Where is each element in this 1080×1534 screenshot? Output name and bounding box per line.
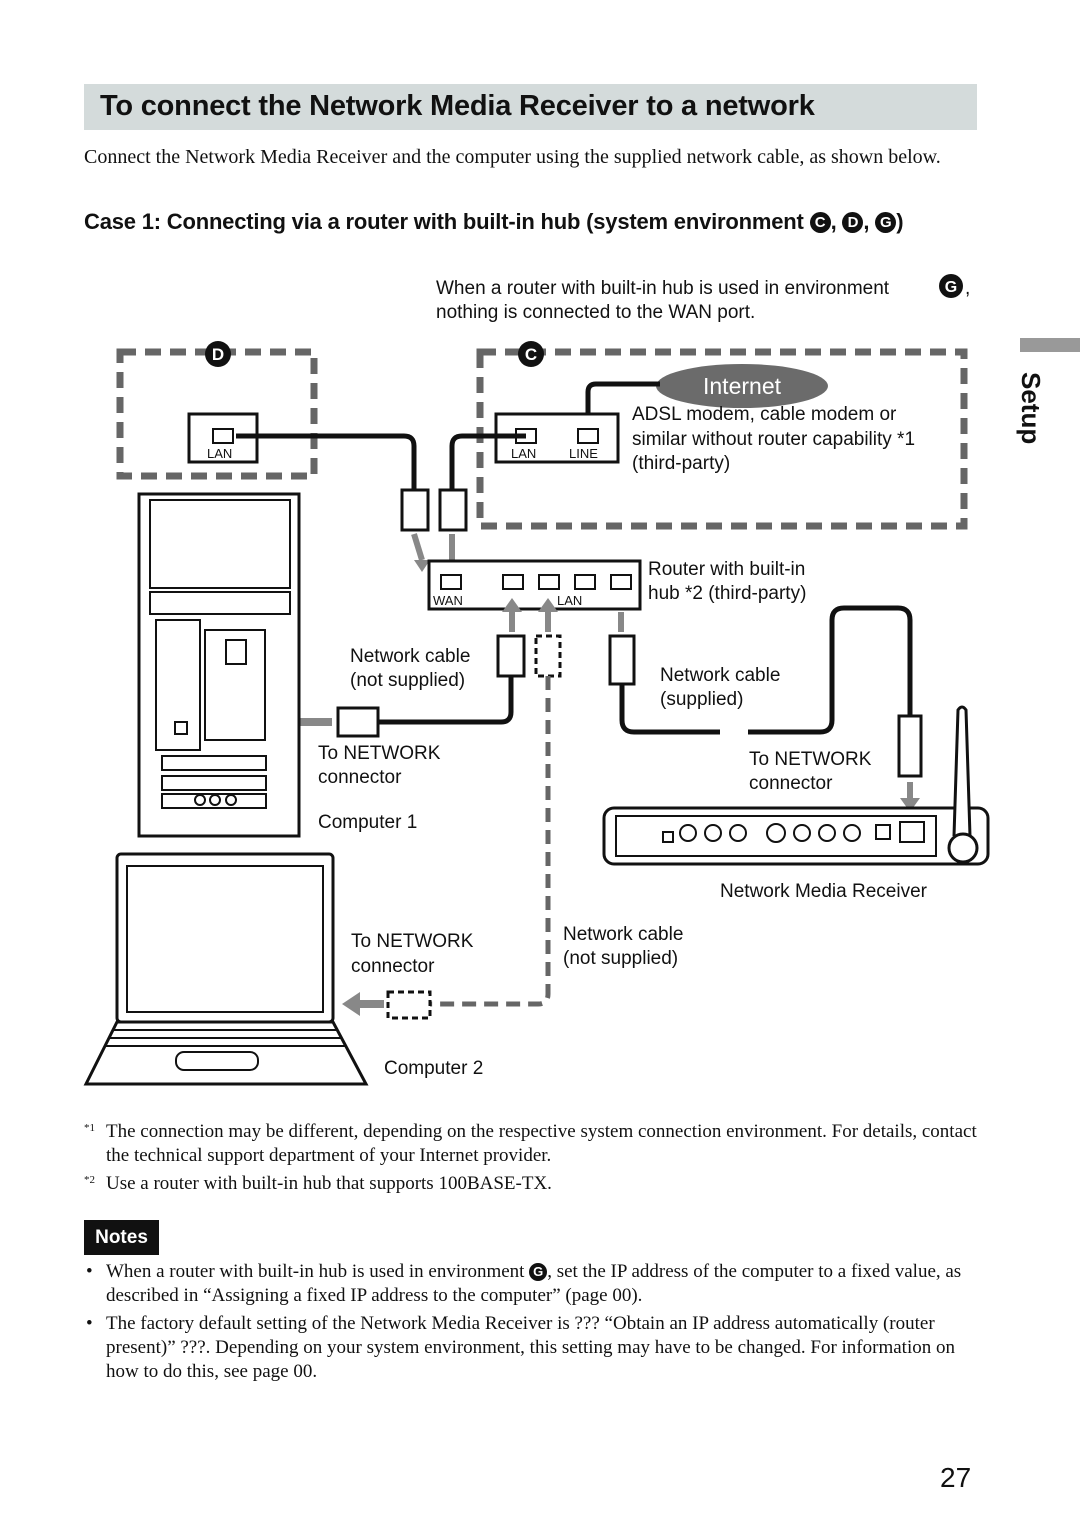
env-c-badge: C: [810, 212, 831, 233]
to-network-nmr-line1: To NETWORK: [749, 749, 872, 770]
rj45-plug-icon: [610, 636, 634, 684]
rj45-plug-icon: [536, 636, 560, 676]
to-network-1-line2: connector: [318, 767, 402, 788]
env-d-marker: [205, 341, 231, 367]
svg-text:G: G: [944, 279, 958, 296]
cable-computer-2: [430, 676, 548, 1004]
close-paren: ): [896, 209, 904, 234]
env-c-marker: [518, 341, 544, 367]
cable-ns-line2: (not supplied): [350, 670, 466, 691]
router-desc-line1: Router with built-in: [648, 559, 806, 580]
cable-ns2-line1: Network cable: [563, 924, 684, 945]
computer-1-tower: [139, 494, 299, 836]
side-tab-label: Setup: [1016, 372, 1046, 445]
env-d-badge: D: [842, 212, 863, 233]
note-text: , set the IP address of the computer to a fixed value, as described in “Assigning a fixed IP address to the computer” (page 00).: [106, 1261, 962, 1306]
svg-text:D: D: [211, 345, 225, 364]
up-arrows: [512, 608, 621, 632]
arrow-head: [342, 992, 360, 1016]
notes-list: [84, 1260, 984, 1388]
computer-2-laptop: [86, 854, 366, 1084]
note-text: The factory default setting of the Network Media Receiver is ??? “Obtain an IP address automatically (router present)” ???. Depending on your system environment, this setting may have to be changed. For information on how to do this, see page 00.: [106, 1313, 955, 1382]
lan-port-label: LAN: [207, 446, 233, 461]
computer-2-label: Computer 2: [384, 1058, 484, 1079]
cable-s-line2: (supplied): [660, 689, 744, 710]
page-number: 27: [940, 1462, 972, 1493]
env-g-badge: G: [529, 1263, 547, 1281]
notes-heading: Notes: [84, 1220, 159, 1255]
to-network-nmr-line2: connector: [749, 773, 833, 794]
modem-line-label: LINE: [569, 446, 598, 461]
modem-desc-line1: ADSL modem, cable modem or: [632, 404, 897, 425]
to-network-1-line1: To NETWORK: [318, 743, 441, 764]
modem-desc-line3: (third-party): [632, 453, 731, 474]
modem-lan-label: LAN: [511, 446, 537, 461]
footnote-mark: *1: [84, 1122, 95, 1134]
footnote-2: [84, 1172, 984, 1196]
env-g-badge: G: [875, 212, 896, 233]
footnote-mark: *2: [84, 1174, 95, 1186]
rj45-plug-icon: [338, 708, 378, 736]
router-note-comma: ,: [965, 278, 971, 299]
footnote-text: Use a router with built-in hub that supports 100BASE-TX.: [106, 1173, 552, 1194]
rj45-plug-icon: [402, 490, 428, 530]
computer-1-label: Computer 1: [318, 812, 418, 833]
rj45-plug-icon: [440, 490, 466, 530]
router-lan-label: LAN: [557, 593, 583, 608]
cable-ns2-line2: (not supplied): [563, 948, 679, 969]
note-text: When a router with built-in hub is used in environment: [106, 1261, 525, 1282]
router-note-line1: When a router with built-in hub is used in environment: [436, 278, 890, 299]
separator: ,: [830, 209, 837, 234]
footnotes: [84, 1120, 984, 1200]
intro-paragraph: Connect the Network Media Receiver and the computer using the supplied network cable, as shown below.: [84, 146, 941, 168]
footnote-1: [84, 1120, 984, 1168]
rj45-plug-icon: [388, 992, 430, 1018]
router-desc-line2: hub *2 (third-party): [648, 583, 807, 604]
note-item: [84, 1260, 984, 1308]
rj45-plug-icon: [899, 716, 921, 776]
cable-env-d: [236, 436, 414, 492]
cable-s-line1: Network cable: [660, 665, 781, 686]
nmr-label: Network Media Receiver: [720, 881, 927, 902]
to-network-2-line2: connector: [351, 956, 435, 977]
env-g-badge-diagram: [939, 274, 963, 298]
modem-desc-line2: similar without router capability *1: [632, 429, 916, 450]
insert-arrows: [414, 534, 452, 560]
case-heading-text: Case 1: Connecting via a router with built-in hub (system environment: [84, 209, 804, 234]
router-wan-label: WAN: [433, 593, 463, 608]
router-note-line2: nothing is connected to the WAN port.: [436, 302, 756, 323]
footnote-text: The connection may be different, depending on the respective system connection environment. For details, contact the technical support department of your Internet provider.: [106, 1121, 977, 1166]
cable-ns-line1: Network cable: [350, 646, 471, 667]
note-item: [84, 1312, 984, 1384]
to-network-2-line1: To NETWORK: [351, 931, 474, 952]
rj45-plug-icon: [498, 636, 524, 676]
page-title: To connect the Network Media Receiver to a network: [100, 90, 815, 122]
separator: ,: [863, 209, 870, 234]
internet-label: Internet: [703, 373, 781, 399]
svg-text:C: C: [524, 345, 538, 364]
